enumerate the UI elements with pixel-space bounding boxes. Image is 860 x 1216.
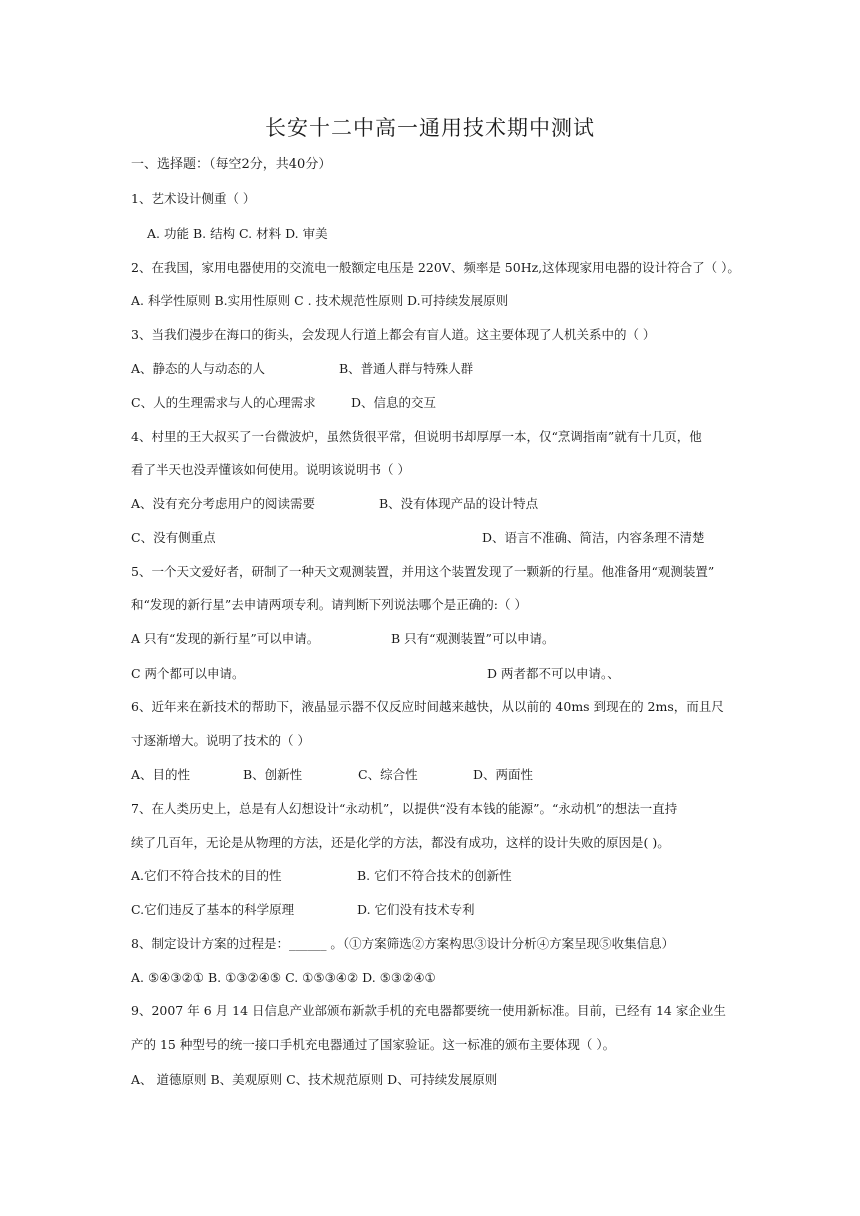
question-3-option-d: D、信息的交互 [351,395,437,410]
question-6-stem-line-1: 6、近年来在新技术的帮助下，液晶显示器不仅反应时间越来越快，从以前的 40ms 到现在的 2ms，而且尺 [131,699,724,714]
question-7-stem-line-2: 续了几百年，无论是从物理的方法，还是化学的方法，都没有成功，这样的设计失败的原因是( )。 [131,835,670,850]
question-4-option-d: D、语言不准确、简洁，内容条理不清楚 [482,530,705,545]
question-2-options: A. 科学性原则 B.实用性原则 C . 技术规范性原则 D.可持续发展原则 [131,293,509,308]
question-3-stem: 3、当我们漫步在海口的街头，会发现人行道上都会有盲人道。这主要体现了人机关系中的（ ） [131,327,656,342]
question-2-stem: 2、在我国，家用电器使用的交流电一般额定电压是 220V、频率是 50Hz,这体现家用电器的设计符合了（ ）。 [131,260,740,275]
question-6-option-a: A、目的性 [131,767,191,782]
question-3-option-a: A、静态的人与动态的人 [131,361,266,376]
question-8-options: A. ⑤④③②① B. ①③②④⑤ C. ①⑤③④② D. ⑤③②④① [131,970,436,985]
section-heading: 一、选择题：（每空2分，共40分） [131,157,332,172]
question-8-stem: 8、制定设计方案的过程是：______ 。（①方案筛选②方案构思③设计分析④方案呈现⑤收集信息） [131,936,675,951]
question-7-stem-line-1: 7、在人类历史上，总是有人幻想设计“永动机”，以提供“没有本钱的能源”。“永动机”的想法一直持 [131,801,678,816]
question-6-option-d: D、两面性 [473,767,534,782]
question-6-option-c: C、综合性 [358,767,418,782]
question-1-stem: 1、艺术设计侧重（ ） [131,191,256,206]
question-5-option-b: B 只有“观测装置”可以申请。 [391,631,555,646]
question-6-stem-line-2: 寸逐渐增大。说明了技术的（ ） [131,733,310,748]
question-4-stem-line-1: 4、村里的王大叔买了一台微波炉，虽然货很平常，但说明书却厚厚一本，仅“烹调指南”就有十几页，他 [131,429,702,444]
question-7-option-c: C.它们违反了基本的科学原理 [131,902,295,917]
question-7-option-d: D. 它们没有技术专利 [357,902,475,917]
question-5-option-c: C 两个都可以申请。 [131,666,245,681]
question-9-stem-line-1: 9、2007 年 6 月 14 日信息产业部颁布新款手机的充电器都要统一使用新标准。目前，已经有 14 家企业生 [131,1003,726,1018]
question-1-options: A. 功能 B. 结构 C. 材料 D. 审美 [147,226,328,241]
question-4-stem-line-2: 看了半天也没弄懂该如何使用。说明该说明书（ ） [131,462,410,477]
question-9-stem-line-2: 产的 15 种型号的统一接口手机充电器通过了国家验证。这一标准的颁布主要体现（ ）。 [131,1037,616,1052]
question-3-option-b: B、普通人群与特殊人群 [339,361,474,376]
question-7-option-a: A.它们不符合技术的目的性 [131,868,282,883]
question-5-stem-line-2: 和“发现的新行星”去申请两项专利。请判断下列说法哪个是正确的:（ ） [131,597,527,612]
question-5-option-a: A 只有“发现的新行星”可以申请。 [131,631,320,646]
question-6-option-b: B、创新性 [243,767,303,782]
question-7-option-b: B. 它们不符合技术的创新性 [357,868,512,883]
question-4-option-b: B、没有体现产品的设计特点 [379,496,539,511]
question-5-option-d: D 两者都不可以申请。、 [487,666,620,681]
exam-title: 长安十二中高一通用技术期中测试 [265,116,595,140]
question-4-option-c: C、没有侧重点 [131,530,216,545]
question-9-options: A、 道德原则 B、美观原则 C、技术规范原则 D、可持续发展原则 [131,1072,498,1087]
question-5-stem-line-1: 5、一个天文爱好者，研制了一种天文观测装置，并用这个装置发现了一颗新的行星。他准备用“观测装置” [131,564,715,579]
question-3-option-c: C、人的生理需求与人的心理需求 [131,395,316,410]
question-4-option-a: A、没有充分考虑用户的阅读需要 [131,496,316,511]
